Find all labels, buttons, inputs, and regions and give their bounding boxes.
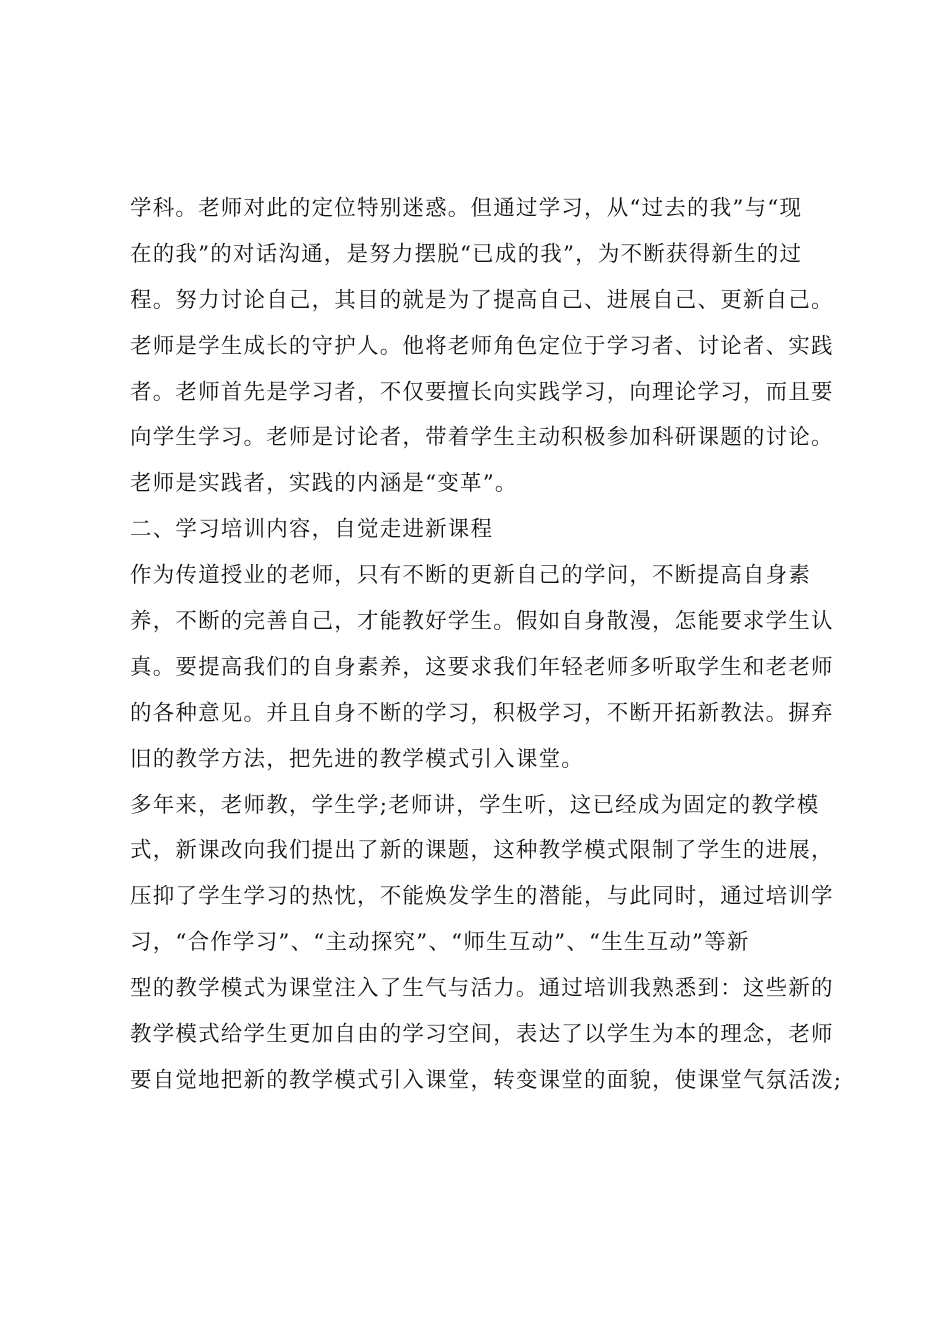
section-heading: 二、学习培训内容，自觉走进新课程 xyxy=(130,517,494,543)
text-line: 养，不断的完善自己，才能教好学生。假如自身散漫，怎能要求学生认 xyxy=(130,609,834,635)
text-line: 式，新课改向我们提出了新的课题，这种教学模式限制了学生的进展， xyxy=(130,838,834,864)
text-line: 在的我”的对话沟通，是努力摆脱“已成的我”，为不断获得新生的过 xyxy=(130,241,803,267)
text-line: 老师是学生成长的守护人。他将老师角色定位于学习者、讨论者、实践 xyxy=(130,333,834,359)
text-line: 学科。老师对此的定位特别迷惑。但通过学习，从“过去的我”与“现 xyxy=(130,196,803,221)
text-line: 真。要提高我们的自身素养，这要求我们年轻老师多听取学生和老老师 xyxy=(130,654,834,680)
text-line: 程。努力讨论自己，其目的就是为了提高自己、进展自己、更新自己。 xyxy=(130,287,834,313)
text-line: 习，“合作学习”、“主动探究”、“师生互动”、“生生互动”等新 xyxy=(130,930,750,956)
body-text xyxy=(130,186,843,1104)
text-line: 多年来，老师教，学生学;老师讲，学生听，这已经成为固定的教学模 xyxy=(130,792,820,818)
text-line: 的各种意见。并且自身不断的学习，积极学习，不断开拓新教法。摒弃 xyxy=(130,700,834,726)
text-line: 压抑了学生学习的热忱，不能焕发学生的潜能，与此同时，通过培训学 xyxy=(130,884,834,910)
text-line: 教学模式给学生更加自由的学习空间，表达了以学生为本的理念，老师 xyxy=(130,1022,834,1048)
text-line: 者。老师首先是学习者，不仅要擅长向实践学习，向理论学习，而且要 xyxy=(130,379,834,405)
text-line: 旧的教学方法，把先进的教学模式引入课堂。 xyxy=(130,746,585,772)
text-line: 要自觉地把新的教学模式引入课堂，转变课堂的面貌，使课堂气氛活泼; xyxy=(130,1067,843,1093)
text-line: 作为传道授业的老师，只有不断的更新自己的学问，不断提高自身素 xyxy=(130,563,812,589)
text-line: 老师是实践者，实践的内涵是“变革”。 xyxy=(130,471,518,497)
text-line: 向学生学习。老师是讨论者，带着学生主动积极参加科研课题的讨论。 xyxy=(130,425,834,451)
text-line: 型的教学模式为课堂注入了生气与活力。通过培训我熟悉到：这些新的 xyxy=(130,976,834,1002)
